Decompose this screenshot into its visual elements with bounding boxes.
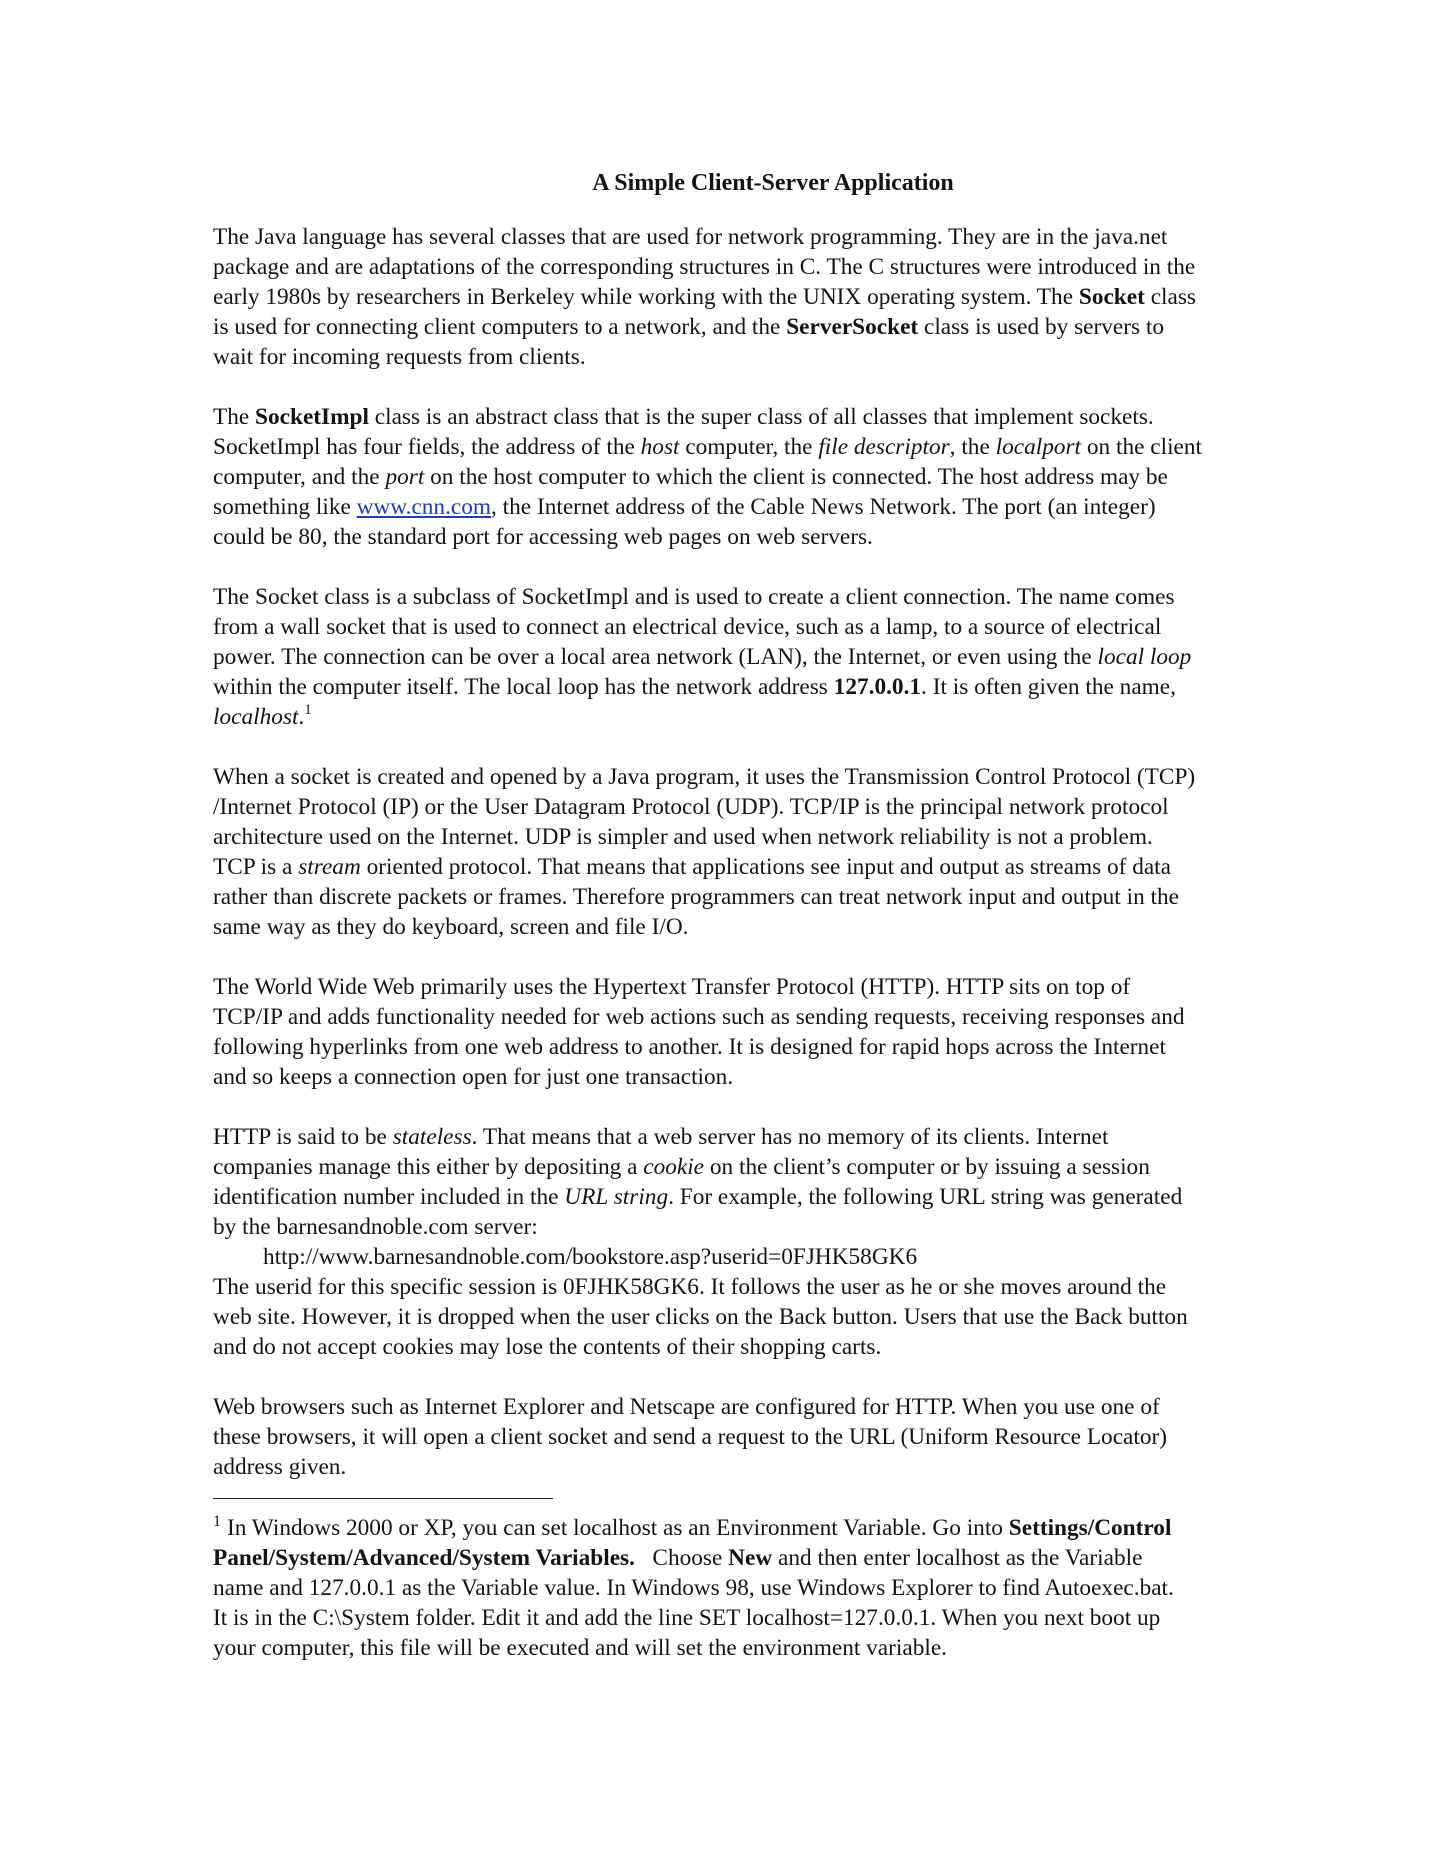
paragraph-web-browsers — [213, 1392, 1333, 1482]
italic-term-stream: stream — [298, 854, 361, 880]
document-page — [213, 168, 1333, 1663]
text-run: . — [298, 704, 305, 730]
italic-term-url-string: URL string — [564, 1184, 669, 1210]
text-line — [213, 402, 1333, 432]
text-line — [213, 492, 1333, 522]
text-run: early 1980s by researchers in Berkeley while working with the UNIX operating system. The — [213, 284, 1079, 310]
text-run: within the computer itself. The local loop has the network address — [213, 674, 834, 700]
footnote — [213, 1513, 1333, 1663]
bold-path-settings: Settings/Control — [1008, 1515, 1172, 1541]
text-line: your computer, this file will be executed and will set the environment variable. — [213, 1635, 947, 1661]
text-run: computer, and the — [213, 464, 386, 490]
text-line: When a socket is created and opened by a Java program, it uses the Transmission Control Protocol (TCP) — [213, 764, 1196, 790]
text-run: oriented protocol. That means that applications see input and output as streams of data — [360, 854, 1171, 880]
text-line: TCP/IP and adds functionality needed for web actions such as sending requests, receiving responses and — [213, 1004, 1185, 1030]
italic-term-localport: localport — [995, 434, 1082, 460]
text-line: these browsers, it will open a client socket and send a request to the URL (Uniform Resource Locator) — [213, 1424, 1168, 1450]
text-line: web site. However, it is dropped when the user clicks on the Back button. Users that use the Back button — [213, 1304, 1188, 1330]
text-line: could be 80, the standard port for accessing web pages on web servers. — [213, 524, 873, 550]
text-line: rather than discrete packets or frames. Therefore programmers can treat network input and output in the — [213, 884, 1180, 910]
text-line: The World Wide Web primarily uses the Hypertext Transfer Protocol (HTTP). HTTP sits on top of — [213, 974, 1131, 1000]
italic-term-localhost: localhost — [213, 704, 299, 730]
text-line: by the barnesandnoble.com server: — [213, 1214, 538, 1240]
text-run: on the client’s computer or by issuing a session — [704, 1154, 1150, 1180]
italic-term-local-loop: local loop — [1097, 644, 1192, 670]
text-line — [213, 1182, 1333, 1212]
text-run: In Windows 2000 or XP, you can set localhost as an Environment Variable. Go into — [227, 1515, 1009, 1541]
text-line: from a wall socket that is used to connect an electrical device, such as a lamp, to a source of electrical — [213, 614, 1162, 640]
text-line — [213, 1543, 1333, 1573]
text-run: . That means that a web server has no memory of its clients. Internet — [471, 1124, 1109, 1150]
text-line: name and 127.0.0.1 as the Variable value. In Windows 98, use Windows Explorer to find Autoexec.bat. — [213, 1575, 1174, 1601]
text-run: companies manage this either by depositing a — [213, 1154, 644, 1180]
paragraph-socketimpl — [213, 402, 1333, 552]
text-line — [213, 1122, 1333, 1152]
italic-term-stateless: stateless — [392, 1124, 472, 1150]
italic-term-port: port — [385, 464, 425, 490]
text-run: class is an abstract class that is the super class of all classes that implement sockets. — [368, 404, 1154, 430]
text-line: wait for incoming requests from clients. — [213, 344, 586, 370]
text-line: The userid for this specific session is 0FJHK58GK6. It follows the user as he or she moves around the — [213, 1274, 1167, 1300]
text-line — [213, 672, 1333, 702]
footnote-separator — [213, 1498, 553, 1499]
paragraph-java-network-classes — [213, 222, 1333, 372]
text-run: , the Internet address of the Cable News Network. The port (an integer) — [491, 494, 1156, 520]
text-line — [213, 282, 1333, 312]
text-line: The Socket class is a subclass of SocketImpl and is used to create a client connection. The name comes — [213, 584, 1175, 610]
text-line — [213, 852, 1333, 882]
cnn-link[interactable]: www.cnn.com — [356, 494, 492, 520]
text-run: computer, the — [679, 434, 819, 460]
paragraph-stateless — [213, 1122, 1333, 1362]
text-line: following hyperlinks from one web address to another. It is designed for rapid hops across the Internet — [213, 1034, 1166, 1060]
text-line: and do not accept cookies may lose the contents of their shopping carts. — [213, 1334, 882, 1360]
text-run: on the host computer to which the client is connected. The host address may be — [424, 464, 1168, 490]
text-run: . For example, the following URL string was generated — [668, 1184, 1183, 1210]
text-line — [213, 462, 1333, 492]
text-line — [213, 702, 1333, 732]
text-line: address given. — [213, 1454, 347, 1480]
text-line — [213, 1152, 1333, 1182]
italic-term-host: host — [640, 434, 680, 460]
italic-term-file-descriptor: file descriptor — [818, 434, 950, 460]
footnote-reference[interactable]: 1 — [304, 702, 312, 718]
text-run: SocketImpl has four fields, the address of the — [213, 434, 641, 460]
text-line — [213, 432, 1333, 462]
italic-term-cookie: cookie — [643, 1154, 705, 1180]
paragraph-http — [213, 972, 1333, 1092]
text-run: The — [213, 404, 256, 430]
paragraph-tcp-ip — [213, 762, 1333, 942]
text-run: is used for connecting client computers to a network, and the — [213, 314, 787, 340]
example-url: http://www.barnesandnoble.com/bookstore.asp?userid=0FJHK58GK6 — [263, 1244, 918, 1270]
text-run: something like — [213, 494, 357, 520]
bold-term-socketimpl: SocketImpl — [255, 404, 369, 430]
text-run: power. The connection can be over a local area network (LAN), the Internet, or even using the — [213, 644, 1098, 670]
text-run: and then enter localhost as the Variable — [772, 1545, 1143, 1571]
text-line: architecture used on the Internet. UDP is simpler and used when network reliability is not a problem. — [213, 824, 1153, 850]
text-line: The Java language has several classes that are used for network programming. They are in the java.net — [213, 224, 1168, 250]
text-line: Web browsers such as Internet Explorer and Netscape are configured for HTTP. When you use one of — [213, 1394, 1160, 1420]
text-run: , the — [949, 434, 996, 460]
text-line — [213, 1513, 1333, 1543]
text-line: /Internet Protocol (IP) or the User Datagram Protocol (UDP). TCP/IP is the principal network protocol — [213, 794, 1169, 820]
bold-path-system-variables: Panel/System/Advanced/System Variables. — [213, 1545, 635, 1571]
bold-term-new: New — [728, 1545, 773, 1571]
bold-term-serversocket: ServerSocket — [786, 314, 919, 340]
bold-term-socket: Socket — [1078, 284, 1145, 310]
paragraph-socket-class — [213, 582, 1333, 732]
text-line: and so keeps a connection open for just one transaction. — [213, 1064, 734, 1090]
text-run: . It is often given the name, — [921, 674, 1176, 700]
text-run: TCP is a — [213, 854, 299, 880]
text-line: same way as they do keyboard, screen and file I/O. — [213, 914, 689, 940]
footnote-marker: 1 — [213, 1513, 221, 1530]
text-run: class is used by servers to — [918, 314, 1165, 340]
text-line — [213, 312, 1333, 342]
bold-term-loopback-address: 127.0.0.1 — [833, 674, 922, 700]
text-line — [213, 642, 1333, 672]
document-title: A Simple Client-Server Application — [592, 170, 954, 196]
text-run: HTTP is said to be — [213, 1124, 393, 1150]
text-run: Choose — [634, 1545, 729, 1571]
text-run: on the client — [1081, 434, 1203, 460]
text-line: package and are adaptations of the corresponding structures in C. The C structures were introduced in the — [213, 254, 1196, 280]
text-run: class — [1144, 284, 1196, 310]
text-line: It is in the C:\System folder. Edit it and add the line SET localhost=127.0.0.1. When you next boot up — [213, 1605, 1161, 1631]
text-run: identification number included in the — [213, 1184, 565, 1210]
